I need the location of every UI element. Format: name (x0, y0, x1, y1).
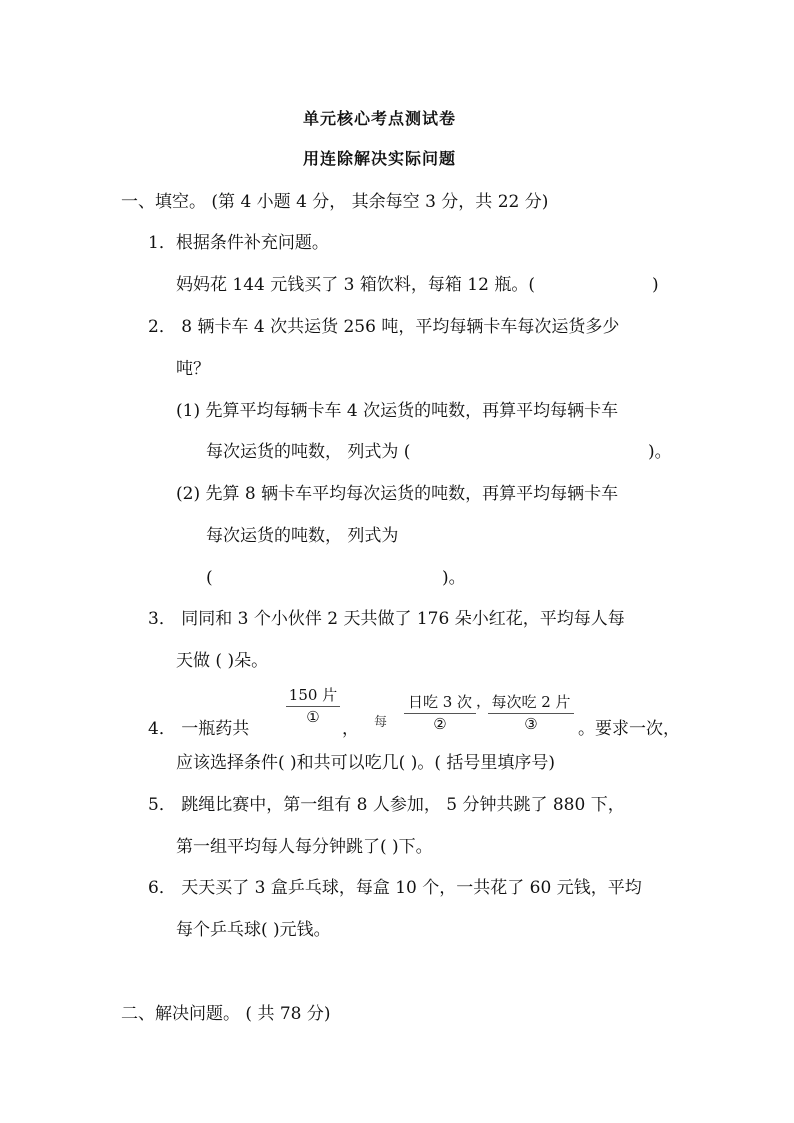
q4-condition-1-number: ① (306, 708, 320, 726)
q4-mei: 每 (374, 715, 388, 730)
q1-line2: 妈妈花 144 元钱买了 3 箱饮料，每箱 12 瓶。( (176, 275, 535, 295)
q4-prefix: 4． 一瓶药共 (148, 719, 250, 739)
q4-suffix: 。要求一次， (578, 719, 680, 739)
q4-condition-2 (404, 693, 476, 733)
q5-line2: 第一组平均每人每分钟跳了( )下。 (176, 837, 433, 857)
q3-line2: 天做 ( )朵。 (176, 651, 269, 671)
q6-line2: 每个乒乓球( )元钱。 (176, 920, 331, 940)
q4-condition-2-number: ② (433, 715, 447, 733)
q4-condition-3-text: 每次吃 2 片 (488, 693, 574, 714)
q2-part1-line1: (1) 先算平均每辆卡车 4 次运货的吨数，再算平均每辆卡车 (176, 401, 619, 421)
q4-condition-1 (286, 686, 340, 726)
q4-comma2: ， (476, 692, 492, 710)
section2-heading: 二、解决问题。 ( 共 78 分) (121, 1004, 331, 1024)
q1-blank-close: ) (652, 275, 659, 295)
q4-condition-3 (488, 693, 574, 733)
q3-line1: 3． 同同和 3 个小伙伴 2 天共做了 176 朵小红花，平均每人每 (148, 609, 625, 629)
q6-line1: 6． 天天买了 3 盒乒乓球，每盒 10 个，一共花了 60 元钱，平均 (148, 878, 642, 898)
q1-line1: 1．根据条件补充问题。 (148, 233, 329, 253)
q5-line1: 5． 跳绳比赛中，第一组有 8 人参加， 5 分钟共跳了 880 下， (148, 795, 625, 815)
q4-line2: 应该选择条件( )和共可以吃几( )。( 括号里填序号) (176, 753, 556, 773)
q2-part1-line2: 每次运货的吨数， 列式为 ( (206, 442, 411, 462)
q2-line1: 2． 8 辆卡车 4 次共运货 256 吨，平均每辆卡车每次运货多少 (148, 317, 620, 337)
q4-condition-3-number: ③ (524, 715, 538, 733)
page-subtitle: 用连除解决实际问题 (303, 149, 457, 168)
q2-part2-open: ( (206, 568, 213, 588)
q2-part2-line1: (2) 先算 8 辆卡车平均每次运货的吨数，再算平均每辆卡车 (176, 484, 619, 504)
section1-heading: 一、填空。 (第 4 小题 4 分， 其余每空 3 分，共 22 分) (121, 192, 549, 212)
q4-comma: ， (342, 719, 359, 739)
page-title: 单元核心考点测试卷 (303, 109, 457, 128)
q2-part2-line2: 每次运货的吨数， 列式为 (206, 526, 399, 546)
q2-part1-close: )。 (648, 442, 672, 462)
q2-part2-close: )。 (442, 568, 466, 588)
q4-condition-1-text: 150 片 (286, 686, 340, 707)
q2-line2: 吨？ (176, 359, 210, 379)
q4-condition-2-text: 日吃 3 次 (404, 693, 476, 714)
